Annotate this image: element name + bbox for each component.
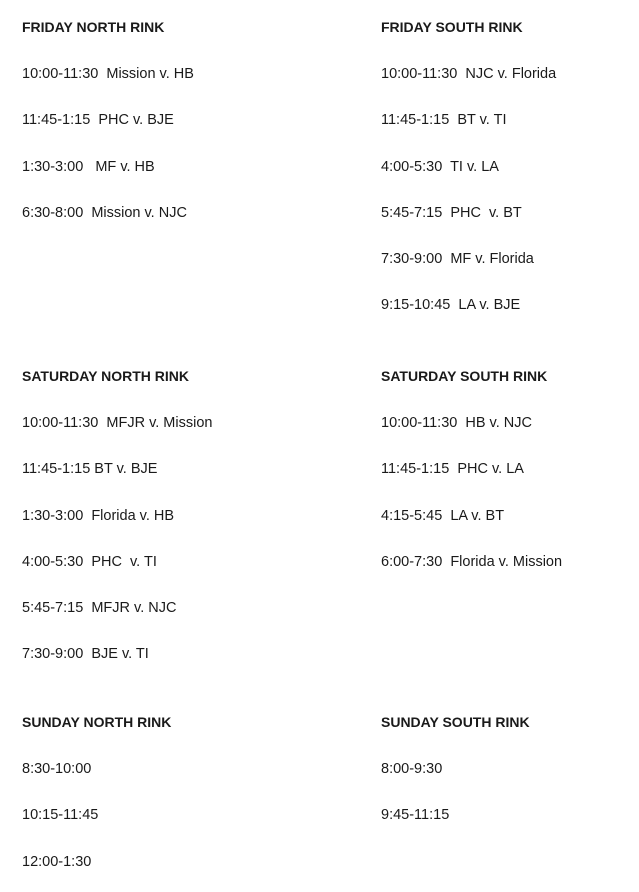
schedule-entry: 5:45-7:15 MFJR v. NJC [22,600,177,617]
schedule-entry: 8:00-9:30 [381,761,443,777]
schedule-entry: 10:00-11:30 HB v. NJC [381,415,532,431]
saturday-south-rink-heading: SATURDAY SOUTH RINK [381,368,548,384]
saturday-north-rink-column [22,367,212,663]
schedule-entry: 4:15-5:45 LA v. BT [381,507,505,524]
schedule-entry: 9:45-11:15 [381,807,450,824]
schedule-entry: 7:30-9:00 BJE v. TI [22,646,149,663]
sunday-south-rink-heading: SUNDAY SOUTH RINK [381,714,530,730]
sunday-north-rink-heading: SUNDAY NORTH RINK [22,714,172,730]
schedule-entry: 11:45-1:15 PHC v. LA [381,461,524,478]
schedule-entry: 10:00-11:30 MFJR v. Mission [22,415,213,431]
schedule-entry: 1:30-3:00 MF v. HB [22,158,155,175]
friday-north-rink-column [22,18,194,222]
friday-north-rink-heading: FRIDAY NORTH RINK [22,19,165,35]
friday-south-rink-column [381,18,556,314]
friday-south-rink-heading: FRIDAY SOUTH RINK [381,19,523,35]
schedule-entry: 10:00-11:30 Mission v. HB [22,66,194,82]
schedule-entry: 5:45-7:15 PHC v. BT [381,204,522,221]
schedule-entry: 4:00-5:30 TI v. LA [381,158,499,175]
saturday-north-rink-heading: SATURDAY NORTH RINK [22,368,189,384]
sunday-north-rink-column [22,713,171,871]
schedule-entry: 10:15-11:45 [22,807,99,824]
schedule-entry: 11:45-1:15 BT v. BJE [22,461,158,478]
schedule-entry: 11:45-1:15 BT v. TI [381,112,507,129]
schedule-entry: 10:00-11:30 NJC v. Florida [381,66,557,82]
schedule-entry: 1:30-3:00 Florida v. HB [22,507,175,524]
schedule-entry: 4:00-5:30 PHC v. TI [22,553,157,570]
schedule-entry: 9:15-10:45 LA v. BJE [381,297,521,314]
schedule-entry: 8:30-10:00 [22,761,92,777]
schedule-entry: 6:00-7:30 Florida v. Mission [381,553,563,570]
schedule-entry: 12:00-1:30 [22,853,92,870]
saturday-south-rink-column [381,367,562,571]
schedule-entry: 6:30-8:00 Mission v. NJC [22,204,187,221]
schedule-entry: 11:45-1:15 PHC v. BJE [22,112,174,129]
sunday-south-rink-column [381,713,530,824]
schedule-entry: 7:30-9:00 MF v. Florida [381,251,534,268]
